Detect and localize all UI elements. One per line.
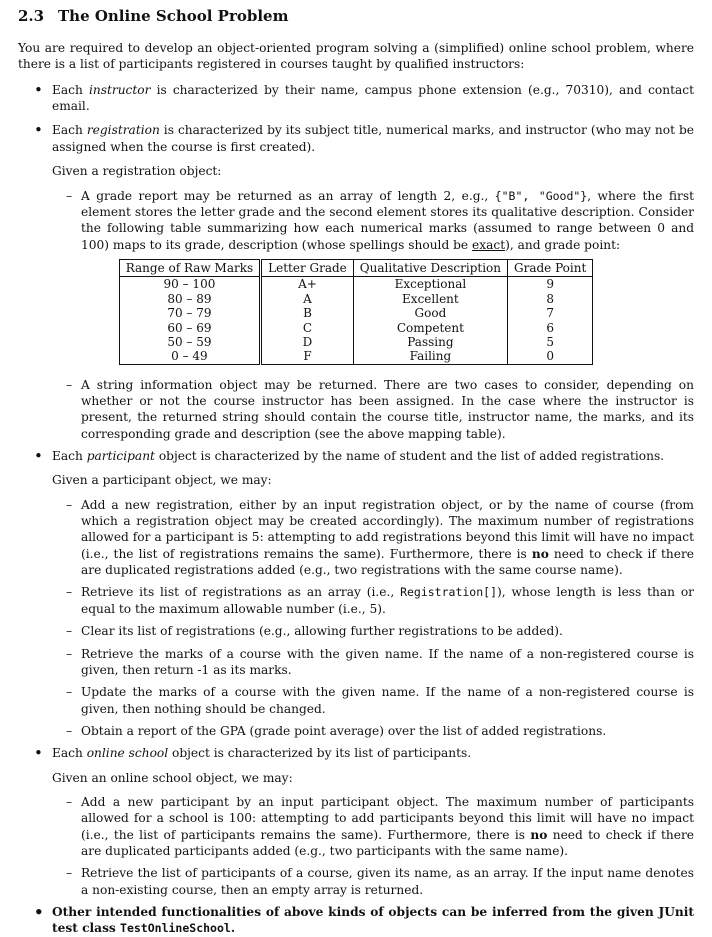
cell-description: Passing — [353, 335, 507, 349]
string-info-item: – A string information object may be returned. There are two cases to consider, depending on whether or not the course instructor has been assigned. In the case where the instructor is present, the returned string should contain the course title, instructor name, the marks, and its corresponding grade and description (see the above mapping table). — [18, 377, 694, 442]
header-letter: Letter Grade — [261, 259, 354, 276]
text: Retrieve its list of registrations as an array (i.e., — [81, 585, 401, 600]
term-instructor: instructor — [88, 82, 151, 97]
participant-clear-item: – Clear its list of registrations (e.g., allowing further registrations to be added). — [18, 623, 694, 639]
text: Each — [52, 449, 87, 464]
school-item — [18, 745, 694, 761]
code-registration-array: Registration[] — [400, 585, 497, 600]
text: , where the first element stores the letter grade and the second element stores its qualitative description. Consider the following table summarizing how each numerical marks (assumed to range between 0 and 100) maps to its grade, description (whose spellings should be — [81, 188, 694, 252]
cell-letter: B — [261, 306, 354, 320]
text: . — [230, 921, 236, 936]
text: object is characterized by the name of student and the list of added registrations. — [154, 449, 665, 464]
code-example: {"B", "Good"} — [494, 188, 588, 203]
cell-letter: A+ — [261, 277, 354, 292]
table-header-row — [119, 259, 593, 276]
text: ), whose length is less than or equal to the maximum allowable number (i.e., 5). — [81, 585, 695, 616]
table-row — [119, 306, 593, 320]
participant-ops — [18, 497, 694, 740]
header-point: Grade Point — [508, 259, 593, 276]
table-row — [119, 335, 593, 349]
participant-add-item — [18, 497, 694, 579]
cell-description: Failing — [353, 349, 507, 364]
school-given: Given an online school object, we may: — [52, 770, 293, 785]
table-row — [119, 277, 593, 292]
participant-retrieve-item — [18, 584, 694, 617]
cell-range: 80 – 89 — [119, 292, 260, 306]
cell-letter: C — [261, 321, 354, 335]
header-range: Range of Raw Marks — [119, 259, 260, 276]
table-row — [119, 349, 593, 364]
underlined-word: exact — [472, 237, 506, 252]
instructor-item — [18, 82, 694, 115]
term-participant: participant — [86, 449, 155, 464]
section-heading — [18, 6, 694, 26]
text: Each — [52, 82, 89, 97]
text: Add a new participant by an input participant object. The maximum number of participants allowed for a school is 100: attempting to add participants beyond this limit will have no impact (i.e., the list of participants remains the same). Furthermore, there is — [81, 794, 694, 842]
cell-point: 5 — [508, 335, 593, 349]
participant-update-item: – Update the marks of a course with the given name. If the name of a non-registered course is given, then nothing should be changed. — [18, 684, 694, 717]
cell-description: Exceptional — [353, 277, 507, 292]
school-list — [18, 745, 694, 761]
registration-ops — [18, 188, 694, 253]
cell-range: 60 – 69 — [119, 321, 260, 335]
registration-item — [18, 122, 694, 155]
cell-letter: A — [261, 292, 354, 306]
section-title: The Online School Problem — [58, 7, 289, 25]
cell-point: 6 — [508, 321, 593, 335]
participant-item — [18, 448, 694, 464]
cell-description: Excellent — [353, 292, 507, 306]
text: need to check if there are duplicated participants added (e.g., two participants with the same name). — [81, 827, 694, 858]
participant-marks-item: – Retrieve the marks of a course with the given name. If the name of a non-registered course is given, then return -1 as its marks. — [18, 646, 694, 679]
bold-word: no — [530, 827, 548, 842]
cell-point: 0 — [508, 349, 593, 364]
header-description: Qualitative Description — [353, 259, 507, 276]
term-online-school: online school — [86, 746, 169, 761]
bold-word: no — [531, 546, 549, 561]
grade-table — [119, 259, 594, 365]
intro-paragraph: You are required to develop an object-oriented program solving a (simplified) online school problem, where there is a list of participants registered in courses taught by qualified instructors: — [18, 41, 694, 72]
final-note — [18, 904, 694, 937]
cell-description: Competent — [353, 321, 507, 335]
cell-range: 70 – 79 — [119, 306, 260, 320]
table-row — [119, 292, 593, 306]
cell-point: 7 — [508, 306, 593, 320]
registration-ops-2 — [18, 377, 694, 442]
table-row — [119, 321, 593, 335]
school-retrieve-item: – Retrieve the list of participants of a course, given its name, as an array. If the input name denotes a non-existing course, then an empty array is returned. — [18, 865, 694, 898]
entity-list — [18, 82, 694, 155]
school-ops — [18, 794, 694, 898]
cell-range: 90 – 100 — [119, 277, 260, 292]
cell-range: 0 – 49 — [119, 349, 260, 364]
text: need to check if there are duplicated registrations added (e.g., two registrations with the same course name). — [81, 546, 695, 578]
cell-letter: D — [261, 335, 354, 349]
cell-description: Good — [353, 306, 507, 320]
section-number: 2.3 — [18, 7, 45, 25]
text: ), and grade point: — [505, 237, 621, 252]
code-test-class: TestOnlineSchool — [120, 921, 231, 936]
text: A grade report may be returned as an array of length 2, e.g., — [81, 188, 495, 203]
text: is characterized by their name, campus phone extension (e.g., 70310), and contact email. — [52, 82, 694, 114]
registration-given: Given a registration object: — [52, 164, 222, 179]
participant-list — [18, 448, 694, 464]
participant-gpa-item: – Obtain a report of the GPA (grade point average) over the list of added registrations. — [18, 723, 694, 739]
grade-report-item — [18, 188, 694, 253]
final-list — [18, 904, 694, 937]
cell-point: 9 — [508, 277, 593, 292]
cell-range: 50 – 59 — [119, 335, 260, 349]
text: is characterized by its subject title, numerical marks, and instructor (who may not be assigned when the course is first created). — [52, 123, 694, 154]
text: Add a new registration, either by an input registration object, or by the name of course (from which a registration object may be created accordingly). The maximum number of registrations allowed for a participant is 5: attempting to add registrations beyond this limit will have no impact (i.e., the list of registrations remains the same). Furthermore, there is — [81, 497, 694, 561]
cell-point: 8 — [508, 292, 593, 306]
participant-given: Given a participant object, we may: — [52, 473, 272, 488]
cell-letter: F — [261, 349, 354, 364]
text: Each — [52, 123, 87, 138]
text: object is characterized by its list of participants. — [168, 746, 472, 761]
text: Each — [52, 746, 87, 761]
school-add-item — [18, 794, 694, 859]
term-registration: registration — [86, 123, 160, 138]
text: Other intended functionalities of above kinds of objects can be inferred from the given JUnit test class — [52, 905, 694, 936]
